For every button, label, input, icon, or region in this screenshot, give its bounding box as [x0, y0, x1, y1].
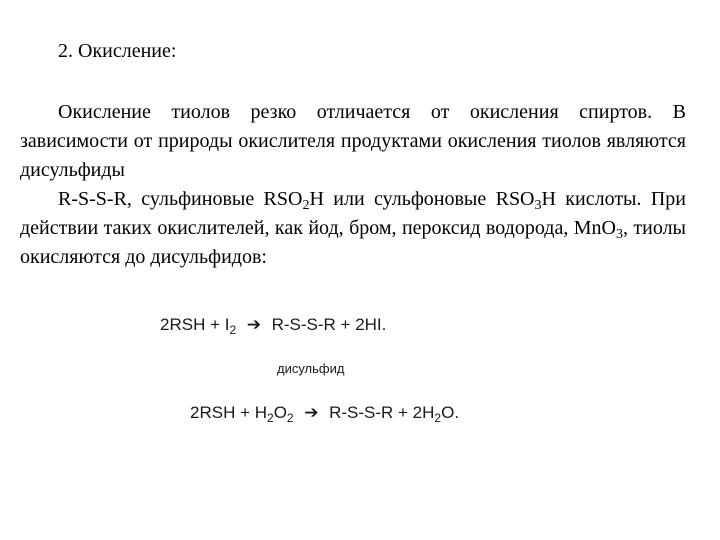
equation-reactants: 2RSH + H — [190, 403, 267, 422]
subscript: 3 — [534, 198, 542, 213]
equation-products: R-S-S-R + 2H — [329, 403, 435, 422]
subscript: 2 — [267, 411, 274, 425]
subscript: 3 — [615, 227, 623, 242]
text-run: , тиолы окисляются до дисульфидов: — [20, 217, 686, 268]
arrow-icon: ➔ — [304, 403, 319, 422]
disulfide-caption: дисульфид — [277, 361, 345, 376]
subscript: 2 — [229, 323, 237, 337]
subscript: 2 — [286, 411, 294, 425]
subscript: 2 — [302, 198, 310, 213]
equation-peroxide — [190, 402, 459, 424]
equation-products: R-S-S-R + 2HI. — [271, 315, 387, 334]
text-run: H или сульфоновые RSO — [309, 188, 535, 210]
paragraph-1: Окисление тиолов резко отличается от окисления спиртов. В зависимости от природы окислителя продуктами окисления тиолов являются дисульфиды — [20, 101, 686, 181]
subscript: 2 — [434, 411, 442, 425]
text-run: O. — [441, 403, 460, 422]
equation-reactants: 2RSH + I — [160, 315, 230, 334]
paragraph-2 — [20, 185, 686, 272]
text-run: R-S-S-R, сульфиновые RSO — [58, 188, 303, 210]
text-run: H кислоты. При действии таких окислителей, как йод, бром, пероксид водорода, MnO — [20, 188, 686, 239]
equation-iodine — [160, 314, 386, 336]
section-heading: 2. Окисление: — [58, 40, 177, 62]
arrow-icon: ➔ — [246, 315, 261, 334]
text-run: O — [273, 403, 287, 422]
body-text — [20, 98, 686, 272]
